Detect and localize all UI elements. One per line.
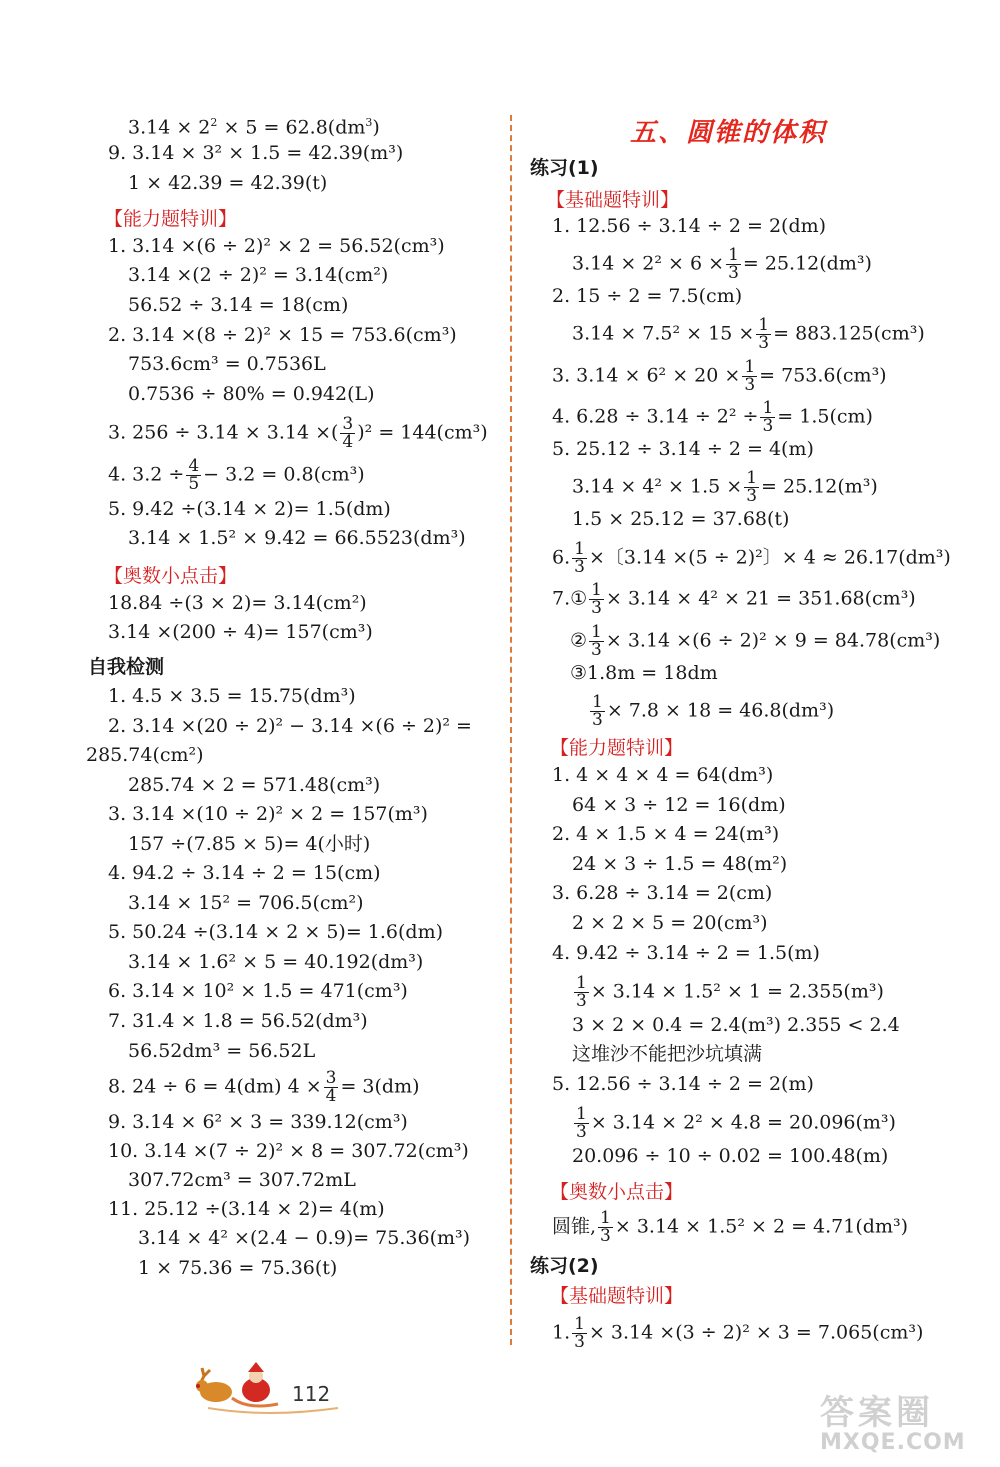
solution-line: 1.5 × 25.12 = 37.68(t) <box>572 508 790 530</box>
solution-line: 3 × 2 × 0.4 = 2.4(m³) 2.355 < 2.4 <box>572 1014 900 1036</box>
section-heading-basic: 【基础题特训】 <box>546 189 680 211</box>
solution-line: 这堆沙不能把沙坑填满 <box>572 1043 763 1065</box>
solution-line: 3.14 × 1.5² × 9.42 = 66.5523(dm³) <box>128 527 466 549</box>
solution-line: 4. 6.28 ÷ 3.14 ÷ 2² ÷ $\frac{1}{3}$ = 1.5(cm) <box>552 398 873 436</box>
solution-line: 3. 3.14 × 6² × 20 × $\frac{1}{3}$ = 753.6(cm³) <box>552 357 887 395</box>
section-practice-2: 练习(2) <box>530 1255 599 1277</box>
solution-line: 5. 50.24 ÷(3.14 × 2 × 5)= 1.6(dm) <box>108 921 444 943</box>
solution-line: 11. 25.12 ÷(3.14 × 2)= 4(m) <box>108 1198 385 1220</box>
fraction: $\frac{1}{3}$ <box>746 468 758 506</box>
solution-line: 8. 24 ÷ 6 = 4(dm) 4 × $\frac{3}{4}$ = 3(dm) <box>108 1068 420 1106</box>
solution-line: 10. 3.14 ×(7 ÷ 2)² × 8 = 307.72(cm³) <box>108 1140 469 1162</box>
page-title: 五、圆锥的体积 <box>630 118 827 148</box>
solution-line: 18.84 ÷(3 × 2)= 3.14(cm²) <box>108 592 367 614</box>
section-heading-ability: 【能力题特训】 <box>104 208 238 230</box>
solution-line: 3.14 × 2² × 6 × $\frac{1}{3}$ = 25.12(dm³) <box>572 245 872 283</box>
section-practice-1: 练习(1) <box>530 157 599 179</box>
solution-line: $\frac{1}{3}$ × 3.14 × 1.5² × 1 = 2.355(m³) <box>576 973 884 1011</box>
solution-line: 4. 9.42 ÷ 3.14 ÷ 2 = 1.5(m) <box>552 942 820 964</box>
solution-line: $\frac{1}{3}$ × 3.14 × 2² × 4.8 = 20.096(m³) <box>576 1104 896 1142</box>
solution-line: 64 × 3 ÷ 12 = 16(dm) <box>572 794 786 816</box>
solution-line: 285.74 × 2 = 571.48(cm³) <box>128 774 381 796</box>
solution-line: 2. 4 × 1.5 × 4 = 24(m³) <box>552 823 780 845</box>
solution-line: 4. 3.2 ÷ $\frac{4}{5}$ − 3.2 = 0.8(cm³) <box>108 456 365 494</box>
fraction: $\frac{1}{3}$ <box>728 245 739 283</box>
solution-line: 1. $\frac{1}{3}$ × 3.14 ×(3 ÷ 2)² × 3 = 7.065(cm³) <box>552 1314 924 1352</box>
solution-line: $\frac{1}{3}$ × 7.8 × 18 = 46.8(dm³) <box>592 692 835 730</box>
solution-line: ③1.8m = 18dm <box>570 662 718 684</box>
fraction: $\frac{1}{3}$ <box>591 580 602 618</box>
solution-line: ② $\frac{1}{3}$ × 3.14 ×(6 ÷ 2)² × 9 = 84.78(cm³) <box>570 622 941 660</box>
solution-line: 24 × 3 ÷ 1.5 = 48(m²) <box>572 853 788 875</box>
section-self-check: 自我检测 <box>88 656 165 678</box>
solution-line: 2. 15 ÷ 2 = 7.5(cm) <box>552 285 743 307</box>
solution-line: 6. 3.14 × 10² × 1.5 = 471(cm³) <box>108 980 408 1002</box>
solution-line: $3.14 \times 2^2 \times 5 = 62.8(dm^3)$ <box>128 116 380 139</box>
fraction: $\frac{1}{3}$ <box>592 692 603 730</box>
solution-line: 5. 25.12 ÷ 3.14 ÷ 2 = 4(m) <box>552 438 814 460</box>
column-divider <box>510 115 512 1345</box>
fraction: $\frac{1}{3}$ <box>591 622 602 660</box>
fraction: $\frac{3}{4}$ <box>325 1068 337 1106</box>
solution-line: 6. $\frac{1}{3}$ ×〔3.14 ×(5 ÷ 2)²〕× 4 ≈ 26.17(dm³) <box>552 539 951 577</box>
solution-line: 56.52 ÷ 3.14 = 18(cm) <box>128 294 349 316</box>
solution-line: 3. 3.14 ×(10 ÷ 2)² × 2 = 157(m³) <box>108 803 428 825</box>
solution-line: 1. 4 × 4 × 4 = 64(dm³) <box>552 764 774 786</box>
fraction: $\frac{1}{3}$ <box>600 1208 611 1246</box>
solution-line: 3.14 × 4² ×(2.4 − 0.9)= 75.36(m³) <box>138 1227 471 1249</box>
solution-line: 307.72cm³ = 307.72mL <box>128 1169 356 1191</box>
solution-line: 5. 9.42 ÷(3.14 × 2)= 1.5(dm) <box>108 498 391 520</box>
solution-line: 1 × 42.39 = 42.39(t) <box>128 172 328 194</box>
solution-line: 5. 12.56 ÷ 3.14 ÷ 2 = 2(m) <box>552 1073 814 1095</box>
section-heading-ability: 【能力题特训】 <box>550 737 684 759</box>
page-number: 112 <box>292 1382 331 1406</box>
watermark-url: MXQE.COM <box>820 1430 966 1455</box>
fraction: $\frac{1}{3}$ <box>576 1104 587 1142</box>
watermark <box>820 1385 966 1455</box>
solution-line: 4. 94.2 ÷ 3.14 ÷ 2 = 15(cm) <box>108 862 381 884</box>
solution-line: 2. 3.14 ×(20 ÷ 2)² − 3.14 ×(6 ÷ 2)² = <box>108 715 472 737</box>
solution-line: 7. 31.4 × 1.8 = 56.52(dm³) <box>108 1010 368 1032</box>
solution-line: 1. 4.5 × 3.5 = 15.75(dm³) <box>108 685 356 707</box>
solution-line: 285.74(cm²) <box>86 744 204 766</box>
solution-line: 2 × 2 × 5 = 20(cm³) <box>572 912 768 934</box>
section-heading-olympiad: 【奥数小点击】 <box>104 565 238 587</box>
solution-line: 753.6cm³ = 0.7536L <box>128 353 326 375</box>
fraction: $\frac{1}{3}$ <box>762 398 774 436</box>
fraction: $\frac{1}{3}$ <box>574 1314 585 1352</box>
solution-line: 3.14 × 7.5² × 15 × $\frac{1}{3}$ = 883.125(cm³) <box>572 315 925 353</box>
solution-line: 3.14 ×(2 ÷ 2)² = 3.14(cm²) <box>128 264 389 286</box>
solution-line: 3.14 × 4² × 1.5 × $\frac{1}{3}$ = 25.12(m³) <box>572 468 878 506</box>
fraction: $\frac{1}{3}$ <box>574 539 585 577</box>
fraction: $\frac{1}{3}$ <box>744 357 756 395</box>
solution-line: 7.① $\frac{1}{3}$ × 3.14 × 4² × 21 = 351.68(cm³) <box>552 580 916 618</box>
section-heading-basic: 【基础题特训】 <box>550 1285 684 1307</box>
solution-line: 157 ÷(7.85 × 5)= 4(小时) <box>128 833 371 855</box>
solution-line: 1 × 75.36 = 75.36(t) <box>138 1257 338 1279</box>
solution-line: 20.096 ÷ 10 ÷ 0.02 = 100.48(m) <box>572 1145 889 1167</box>
solution-line: 3.14 ×(200 ÷ 4)= 157(cm³) <box>108 621 373 643</box>
solution-line: 3. 256 ÷ 3.14 × 3.14 ×( $\frac{3}{4}$ )² = 144(cm³) <box>108 414 488 452</box>
section-heading-olympiad: 【奥数小点击】 <box>550 1181 684 1203</box>
solution-line: 1. 3.14 ×(6 ÷ 2)² × 2 = 56.52(cm³) <box>108 235 445 257</box>
solution-line: 3.14 × 1.6² × 5 = 40.192(dm³) <box>128 951 424 973</box>
solution-line: 圆锥, $\frac{1}{3}$ × 3.14 × 1.5² × 2 = 4.71(dm³) <box>552 1208 908 1246</box>
solution-line: 1. 12.56 ÷ 3.14 ÷ 2 = 2(dm) <box>552 215 827 237</box>
fraction: $\frac{4}{5}$ <box>188 456 200 494</box>
solution-line: 3.14 × 15² = 706.5(cm²) <box>128 892 364 914</box>
fraction: $\frac{3}{4}$ <box>342 414 354 452</box>
fraction: $\frac{1}{3}$ <box>576 973 587 1011</box>
solution-line: 2. 3.14 ×(8 ÷ 2)² × 15 = 753.6(cm³) <box>108 324 457 346</box>
solution-line: 9. 3.14 × 3² × 1.5 = 42.39(m³) <box>108 142 404 164</box>
solution-line: 3. 6.28 ÷ 3.14 = 2(cm) <box>552 882 773 904</box>
watermark-logo: 答案圈 <box>820 1393 934 1433</box>
solution-line: 9. 3.14 × 6² × 3 = 339.12(cm³) <box>108 1111 408 1133</box>
fraction: $\frac{1}{3}$ <box>758 315 770 353</box>
solution-line: 56.52dm³ = 56.52L <box>128 1040 316 1062</box>
solution-line: 0.7536 ÷ 80% = 0.942(L) <box>128 383 375 405</box>
